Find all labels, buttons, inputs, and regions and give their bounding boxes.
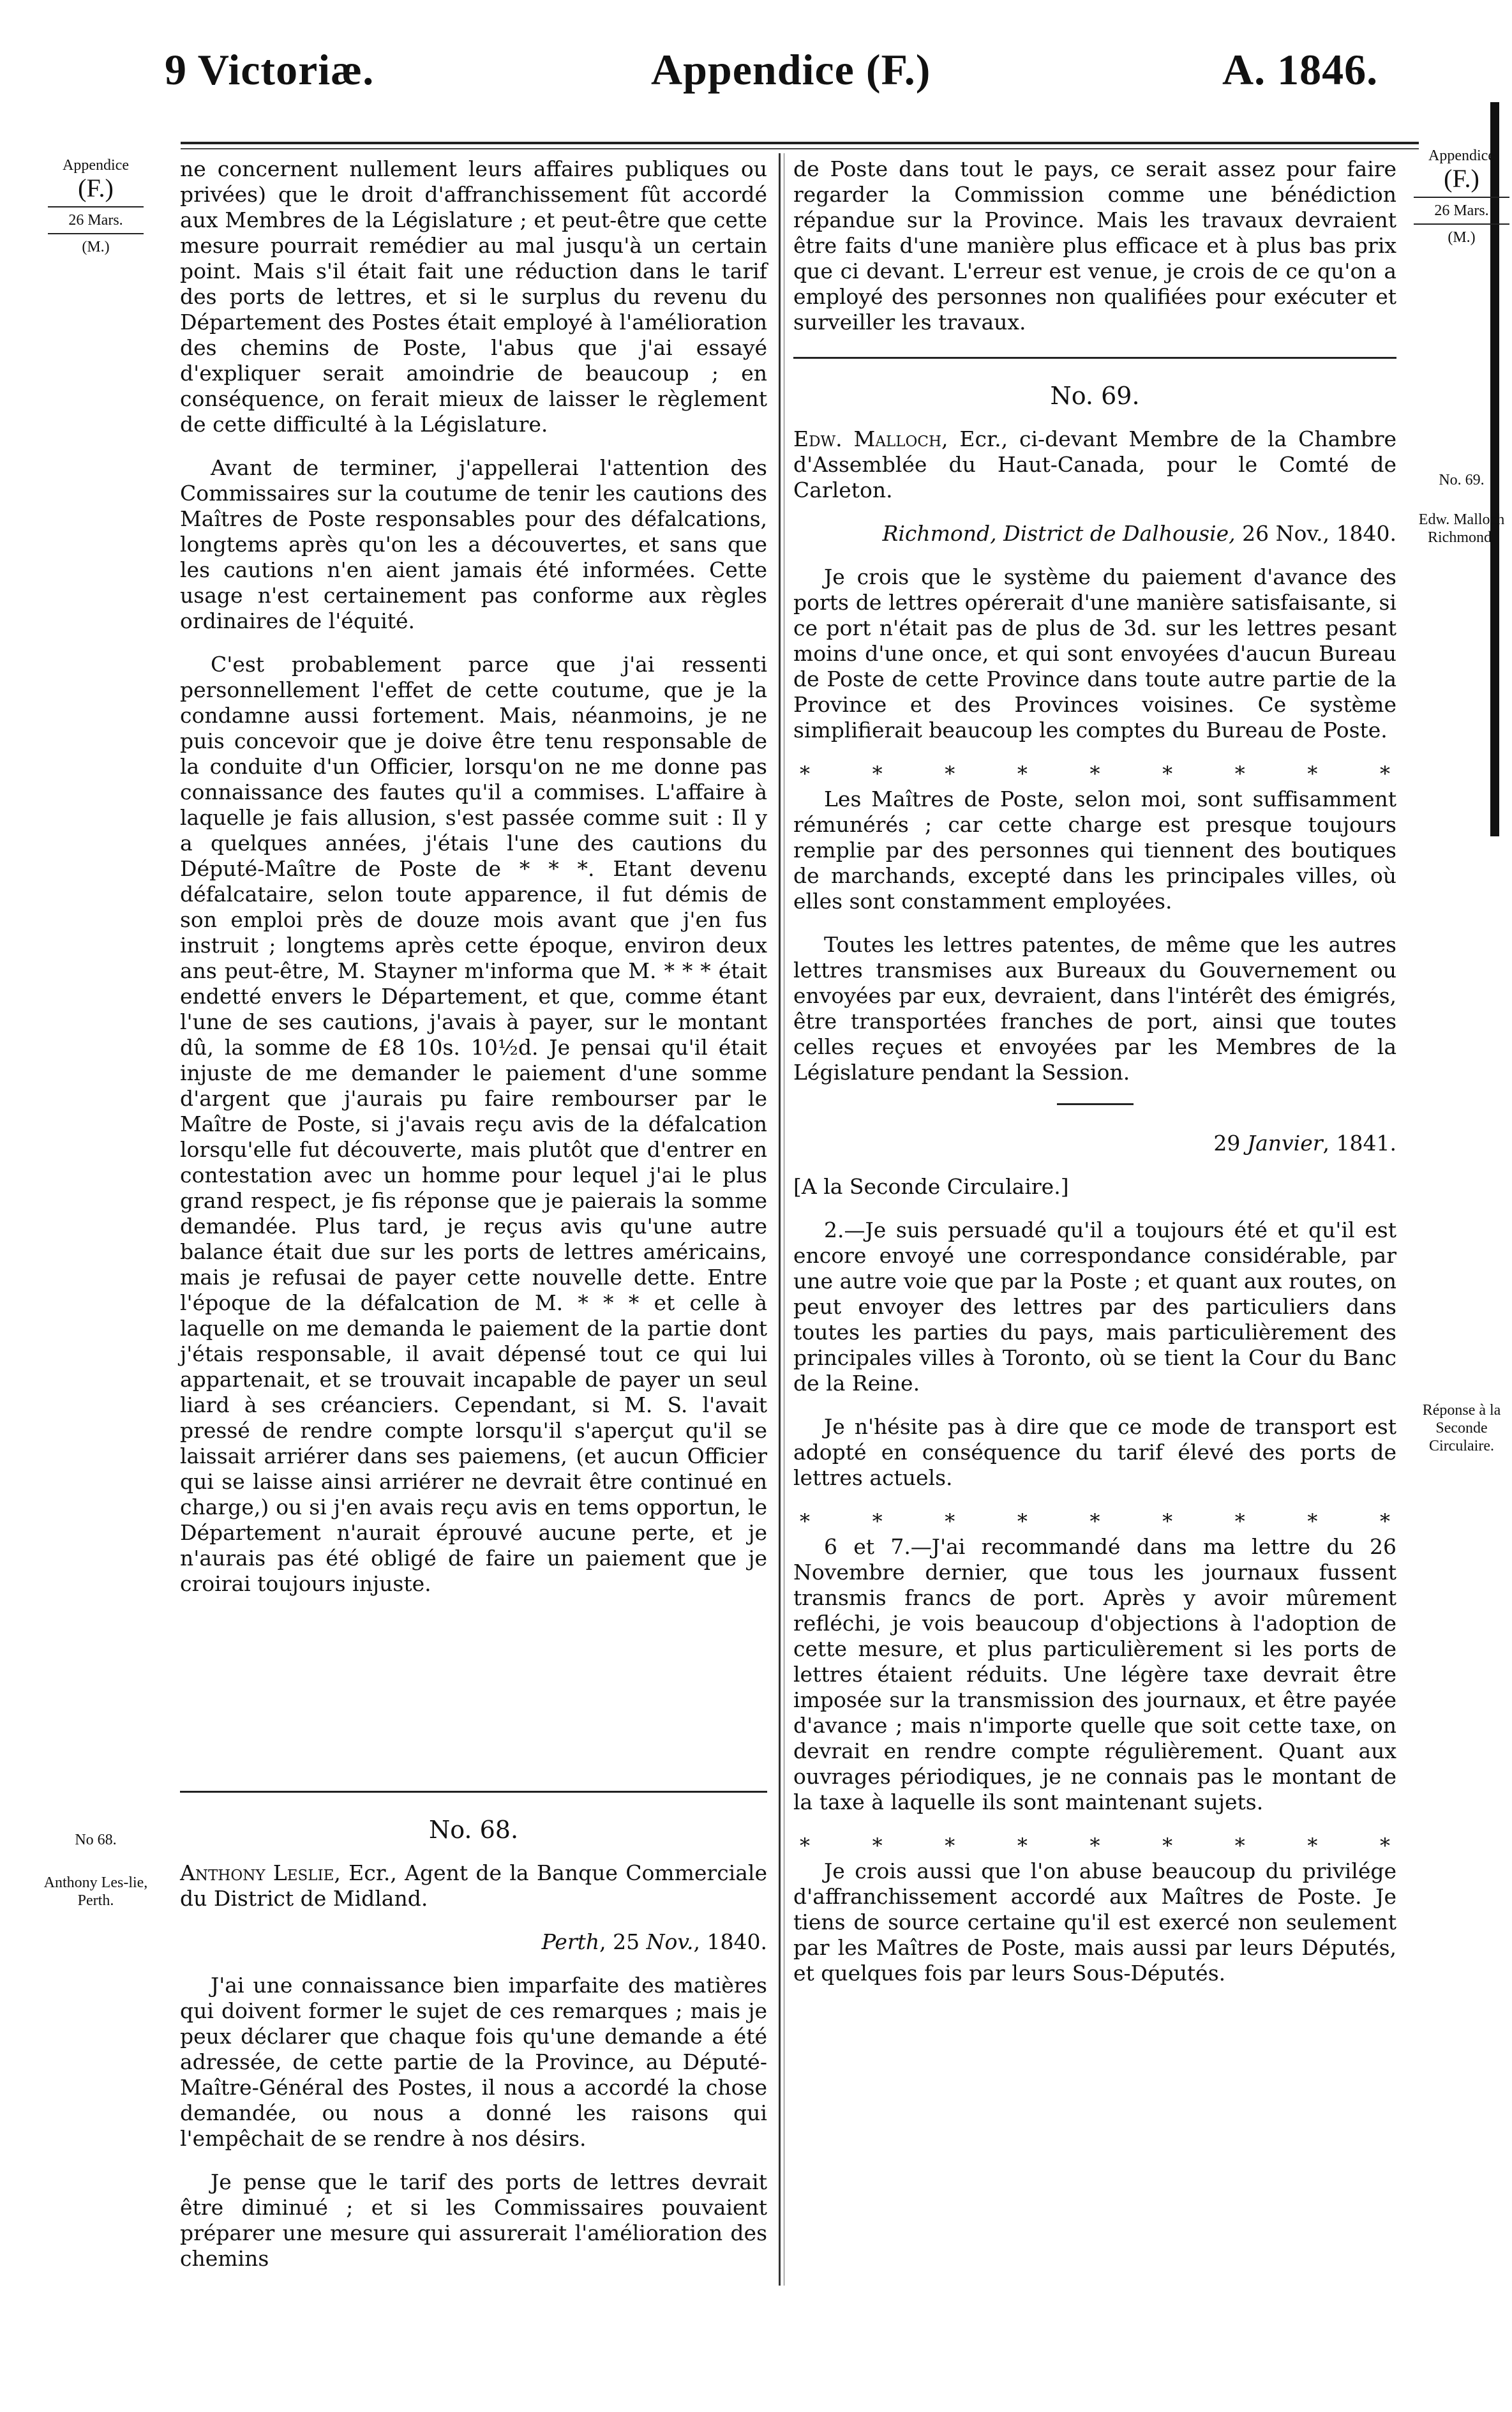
star: * [1307, 1834, 1318, 1858]
paragraph: de Poste dans tout le pays, ce serait assez pour faire regarder la Commission comme une bénédiction répandue sur la Province. Mais les travaux devraient être faits d'une manière plus efficace et à plus bas prix que ci devant. L'erreur est venue, je crois de ce qu'on a employé des personnes non qualifiées pour exécuter et surveiller les travaux. [793, 156, 1396, 335]
star: * [1089, 762, 1100, 786]
star: * [1017, 1834, 1028, 1858]
star: * [1017, 762, 1028, 786]
star: * [1380, 1509, 1390, 1534]
left-column-upper [180, 156, 767, 1615]
correspondent-name: Edw. Malloch [793, 426, 942, 451]
header-appendix: Appendice (F.) [651, 45, 931, 94]
correspondent-title: , Ecr., Agent de la Banque Commerciale du District de Midland. [180, 1860, 767, 1911]
dateline-place: Richmond, District de Dalhousie, [882, 521, 1236, 546]
dateline-69 [793, 521, 1396, 546]
margin-rule [1414, 223, 1509, 225]
star: * [945, 1509, 955, 1534]
column-divider [779, 153, 781, 2286]
star: * [1162, 1834, 1173, 1858]
star: * [945, 1834, 955, 1858]
star: * [800, 762, 810, 786]
dateline-day: , 25 [599, 1929, 647, 1954]
margin-right-appendix [1411, 147, 1512, 246]
dateline-place: Perth [541, 1929, 600, 1954]
paragraph: Je pense que le tarif des ports de lettres devrait être diminué ; et si les Commissaires pouvaient préparer une mesure qui assurerait l'amélioration des chemins [180, 2169, 767, 2271]
star: * [800, 1509, 810, 1534]
star: * [1307, 1509, 1318, 1534]
margin-appendice-label: Appendice [63, 157, 129, 174]
star: * [1380, 762, 1390, 786]
ellipsis-stars [793, 761, 1396, 787]
star: * [1307, 762, 1318, 786]
ellipsis-stars [793, 1509, 1396, 1534]
star: * [1234, 1834, 1245, 1858]
short-rule [1057, 1103, 1134, 1105]
header-year: A. 1846. [1222, 45, 1379, 94]
dateline-year: , 1840. [693, 1929, 767, 1954]
star: * [1089, 1509, 1100, 1534]
star: * [1089, 1834, 1100, 1858]
margin-right-reponse: Réponse à la Seconde Circulaire. [1422, 1402, 1501, 1454]
margin-right-no69: No. 69. [1439, 472, 1485, 488]
section-rule [793, 357, 1396, 359]
correspondent-title: , Ecr., ci-devant Membre de la Chambre d'Assemblée du Haut-Canada, pour le Comté de Carleton. [793, 426, 1397, 502]
margin-date-label: 26 Mars. [68, 212, 123, 229]
header-session: 9 Victoriæ. [165, 45, 375, 94]
paragraph: ne concernent nullement leurs affaires publiques ou privées) que le droit d'affranchissement fût accordé aux Membres de la Législature ; et peut-être que cette mesure pourrait remédier au mal jusqu'à un certain point. Mais s'il était fait une réduction dans le tarif des ports de lettres, et si le surplus du revenu du Département des Postes était employé à l'amélioration des chemins de Poste, l'abus que j'ai essayé d'expliquer serait amoindrie de beaucoup ; en conséquence, on ferait mieux de laisser le règlement de cette difficulté à la Législature. [180, 156, 767, 437]
left-column-lower [180, 1816, 767, 2289]
dateline-month: Janvier [1246, 1131, 1323, 1156]
star: * [1380, 1834, 1390, 1858]
paragraph: Je crois que le système du paiement d'avance des ports de lettres opérerait d'une manière satisfaisante, si ce port n'était pas de plus de 3d. sur les lettres pesant moins d'une once, et qui sont envoyées d'aucun Bureau de Poste de cette Province dans toute autre partie de la Province et des Provinces voisines. Ce système simplifierait beaucoup les comptes du Bureau de Poste. [793, 564, 1396, 742]
correspondent-69 [793, 426, 1396, 503]
header-rule-thin [181, 148, 1419, 149]
paragraph: J'ai une connaissance bien imparfaite des matières qui doivent former le sujet de ces remarques ; mais je peux déclarer que chaque fois qu'une demande a été adressée, de cette partie de la Province, au Député-Maître-Général des Postes, il nous a accordé la chose demandée, ou nous a donné les raisons qui l'empêchait de se rendre à nos désirs. [180, 1973, 767, 2151]
circular-label: [A la Seconde Circulaire.] [793, 1174, 1069, 1199]
margin-left-anthony: Anthony Les-lie, Perth. [43, 1874, 148, 1909]
paragraph: Les Maîtres de Poste, selon moi, sont suffisamment rémunérés ; car cette charge est presque toujours remplie par des personnes qui tiennent des boutiques de marchands, excepté dans les principales villes, où elles sont constamment employées. [793, 787, 1396, 914]
paragraph: 6 et 7.—J'ai recommandé dans ma lettre du 26 Novembre dernier, que tous les journaux fussent transmis francs de port. Après y avoir mûrement refléchi, je vois beaucoup d'objections à l'adoption de cette mesure, et plus particulièrement si les ports de lettres étaient réduits. Une légère taxe devrait être imposée sur la transmission des journaux, et être payée d'avance ; mais n'importe quelle que soit cette taxe, on devrait en rendre compte régulièrement. Quant aux ouvrages périodiques, je ne connais pas le montant de la taxe à laquelle ils sont maintenant sujets. [793, 1534, 1396, 1814]
margin-date-label: 26 Mars. [1434, 202, 1489, 219]
paragraph: Avant de terminer, j'appellerai l'attention des Commissaires sur la coutume de tenir les cautions des Maîtres de Poste responsables pour des défalcations, longtems après qu'on les a découvertes, et sans que les cautions n'en aient jamais été informées. Cette usage n'est certainement pas conforme aux règles ordinaires de l'équité. [180, 455, 767, 633]
star: * [872, 762, 883, 786]
dateline-day: 29 [1213, 1131, 1247, 1156]
margin-right-edw: Edw. Malloch Richmond. [1418, 511, 1505, 546]
star: * [1234, 1509, 1245, 1534]
letter-number-68: No. 68. [428, 1816, 519, 1844]
star: * [872, 1834, 883, 1858]
dateline-month: Nov. [646, 1929, 694, 1954]
dateline-year: , 1841. [1322, 1131, 1396, 1156]
star: * [800, 1834, 810, 1858]
margin-rule [48, 206, 144, 207]
right-column [793, 156, 1396, 2004]
dateline-jan [793, 1131, 1396, 1156]
paragraph: Je crois aussi que l'on abuse beaucoup du privilége d'affranchissement accordé aux Maîtres de Poste. Je tiens de source certaine qu'il est exercé non seulement par les Maîtres de Poste, mais aussi par leurs Députés, et quelques fois par leurs Sous-Députés. [793, 1858, 1396, 1986]
margin-left-appendix [35, 156, 156, 256]
star: * [1017, 1509, 1028, 1534]
correspondent-68 [180, 1860, 767, 1911]
letter-number-69: No. 69. [1050, 382, 1140, 410]
margin-m-label: (M.) [1448, 229, 1476, 246]
star: * [945, 762, 955, 786]
margin-f-label: (F.) [1444, 164, 1479, 193]
margin-rule [48, 233, 144, 234]
margin-left-no68: No 68. [75, 1832, 117, 1848]
margin-appendice-label: Appendice [1428, 147, 1495, 164]
header-rule [181, 142, 1419, 144]
page-header [0, 45, 1512, 121]
star: * [1162, 1509, 1173, 1534]
margin-f-label: (F.) [78, 174, 114, 202]
ellipsis-stars [793, 1833, 1396, 1858]
dateline-68 [180, 1929, 767, 1955]
margin-m-label: (M.) [82, 239, 110, 255]
star: * [872, 1509, 883, 1534]
correspondent-name: Anthony Leslie [180, 1860, 334, 1885]
margin-rule [1414, 197, 1509, 198]
paragraph: Je n'hésite pas à dire que ce mode de transport est adopté en conséquence du tarif élevé des ports de lettres actuels. [793, 1414, 1396, 1490]
star: * [1234, 762, 1245, 786]
section-rule [180, 1791, 767, 1793]
star: * [1162, 762, 1173, 786]
paragraph: 2.—Je suis persuadé qu'il a toujours été et qu'il est encore envoyé une correspondance considérable, par une autre voie que par la Poste ; et quant aux routes, on peut envoyer des lettres par des particuliers dans toutes les parties du pays, mais particulièrement des principales villes à Toronto, où se tient la Cour du Banc de la Reine. [793, 1217, 1396, 1396]
dateline-date: 26 Nov., 1840. [1235, 521, 1396, 546]
paragraph: C'est probablement parce que j'ai ressenti personnellement l'effet de cette coutume, que je la condamne aussi fortement. Mais, néanmoins, je ne puis concevoir que je doive être tenu responsable de la conduite d'un Officier, lorsqu'on ne me donne pas connaissance des fautes qu'il a commises. L'affaire à laquelle je fais allusion, s'est passée comme suit : Il y a quelques années, j'étais l'une des cautions du Député-Maître de Poste de * * *. Etant devenu défalcataire, selon toute apparence, il fut démis de son emploi près de douze mois avant que j'en fus instruit ; longtems après cette époque, environ deux ans peut-être, M. Stayner m'informa que M. * * * était endetté envers le Département, et que, comme étant l'une de ses cautions, j'avais à payer, sur le montant dû, la somme de £8 10s. 10½d. Je pensai qu'il était injuste de me demander le paiement d'une somme d'argent que j'aurais pu faire rembourser par le Maître de Poste, si j'avais reçu avis de la défalcation lorsqu'elle fut découverte, mais plutôt que d'entrer en contestation avec un homme pour lequel j'ai le plus grand respect, je fis réponse que je paierais la somme demandée. Plus tard, je reçus avis qu'une autre balance était due sur les ports de lettres américains, mais je refusai de payer cette nouvelle dette. Entre l'époque de la défalcation de M. * * * et celle à laquelle on me demanda le paiement de la partie dont j'étais responsable, il avait dépensé tout ce qui lui appartenait, et se trouvait incapable de payer un seul liard à ses créanciers. Cependant, si M. S. l'avait pressé de rendre compte lorsqu'il s'aperçut qu'il se laissait arriérer dans ses paiemens, (et aucun Officier qui se laisse ainsi arriérer ne devrait être continué en charge,) ou si j'en avais reçu avis en tems opportun, le Département n'aurait éprouvé aucune perte, et je n'aurais pas été obligé de faire un paiement que je croirai toujours injuste. [180, 652, 767, 1596]
paragraph: Toutes les lettres patentes, de même que les autres lettres transmises aux Bureaux du Gouvernement ou envoyées par eux, devraient, dans l'intérêt des émigrés, être transportées franches de port, ainsi que toutes celles reçues et envoyées par les Membres de la Législature pendant la Session. [793, 932, 1396, 1085]
